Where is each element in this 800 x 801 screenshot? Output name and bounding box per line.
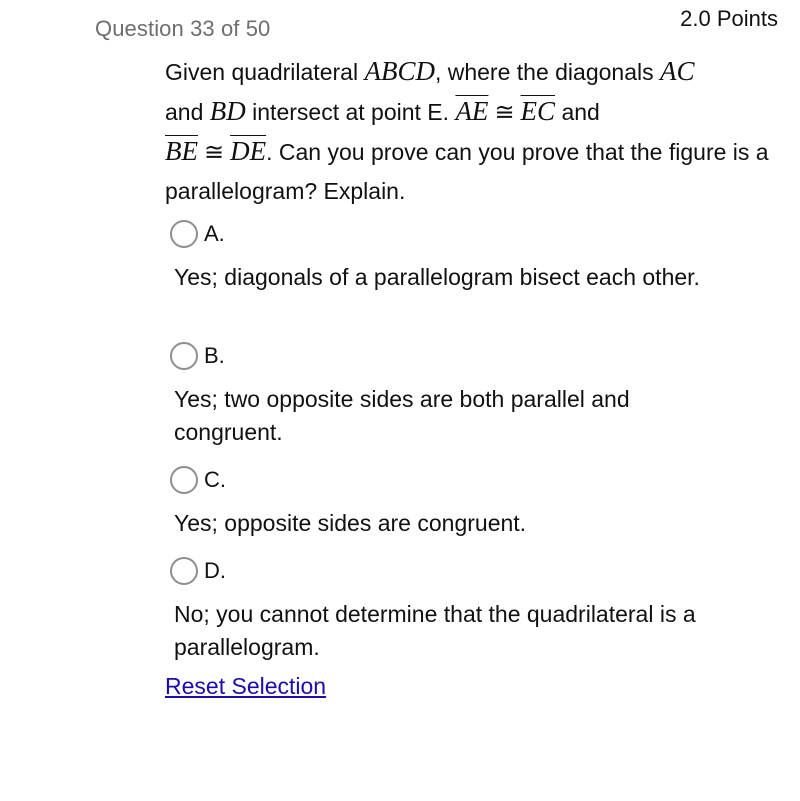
math-ae: $\overline{AE}$	[455, 96, 489, 126]
question-text	[165, 52, 785, 211]
question-text-part: Given quadrilateral	[165, 59, 365, 85]
question-counter: Question 33 of 50	[95, 16, 271, 41]
option-text: Yes; two opposite sides are both parallel and congruent.	[174, 386, 630, 445]
radio-button-a[interactable]	[170, 220, 198, 248]
question-text-part: and	[165, 99, 210, 125]
question-text-part: . Can you prove can you prove that the figure is a parallelogram? Explain.	[165, 139, 769, 204]
question-text-part: and	[555, 99, 600, 125]
reset-selection-link[interactable]: Reset Selection	[165, 673, 327, 699]
math-bd: BD	[209, 96, 246, 126]
congruent-symbol: ≅	[204, 138, 225, 166]
option-c[interactable]	[172, 465, 732, 540]
option-letter: D.	[204, 558, 226, 583]
math-ec: $\overline{EC}$	[520, 96, 556, 126]
radio-button-c[interactable]	[170, 466, 198, 494]
option-letter: C.	[204, 467, 226, 492]
option-letter: A.	[204, 221, 225, 246]
option-text: Yes; opposite sides are congruent.	[174, 510, 527, 536]
math-abcd: ABCD	[364, 56, 435, 86]
option-text: Yes; diagonals of a parallelogram bisect each other.	[174, 264, 700, 290]
option-letter: B.	[204, 343, 225, 368]
radio-button-b[interactable]	[170, 342, 198, 370]
math-ac: AC	[660, 56, 695, 86]
question-text-part: intersect at point E.	[245, 99, 456, 125]
radio-button-d[interactable]	[170, 557, 198, 585]
math-be: $\overline{BE}$	[165, 136, 198, 166]
congruent-symbol: ≅	[494, 98, 515, 126]
option-d[interactable]	[172, 556, 732, 664]
option-a[interactable]	[172, 219, 732, 294]
points-label: 2.0 Points	[680, 6, 778, 31]
option-text: No; you cannot determine that the quadrilateral is a parallelogram.	[174, 601, 696, 660]
question-text-part: , where the diagonals	[434, 59, 660, 85]
option-b[interactable]	[172, 341, 732, 449]
math-de: $\overline{DE}$	[230, 136, 267, 166]
